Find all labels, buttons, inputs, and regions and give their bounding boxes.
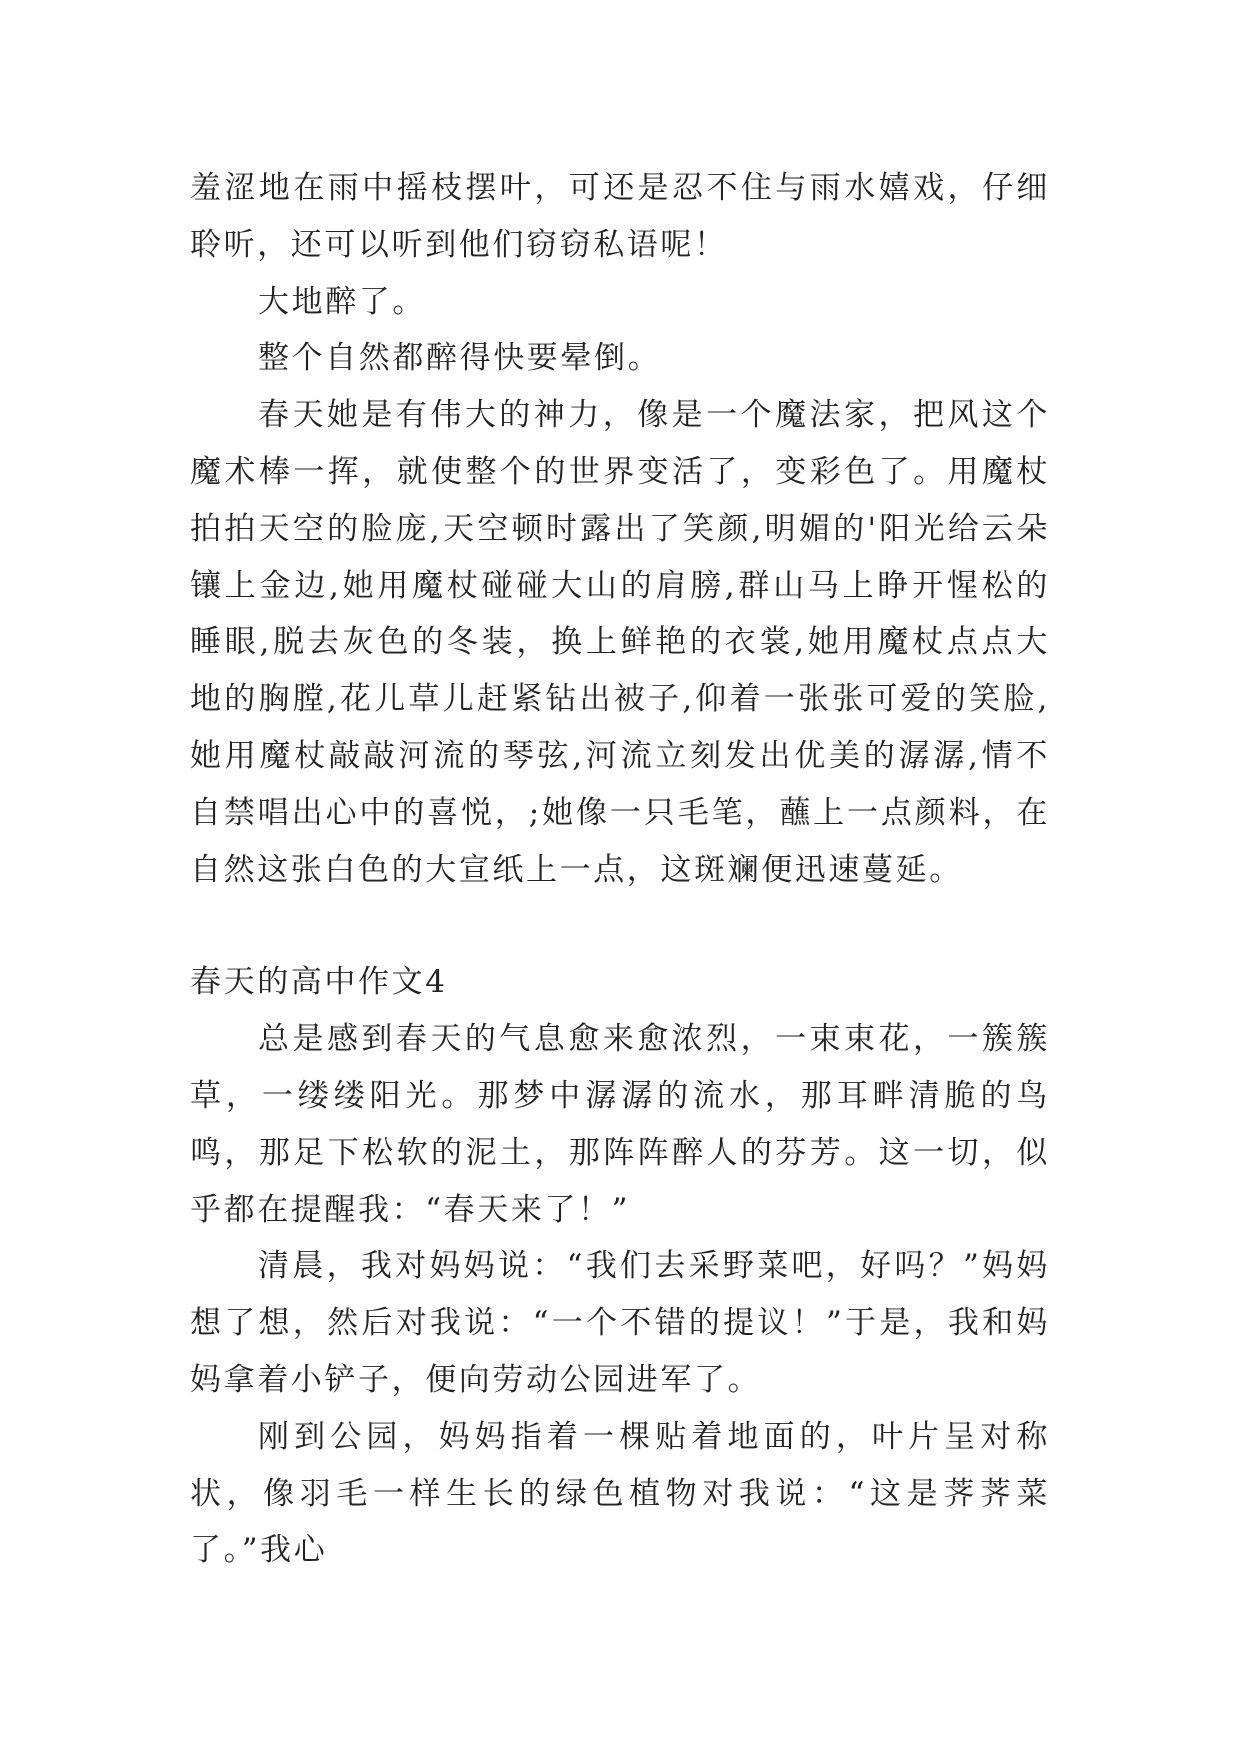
paragraph: 清晨，我对妈妈说：“我们去采野菜吧，好吗？”妈妈想了想，然后对我说：“一个不错的提议！”于是，我和妈妈拿着小铲子，便向劳动公园进军了。: [190, 1248, 1050, 1398]
section-title: 春天的高中作文4: [190, 964, 448, 1001]
paragraph: 刚到公园，妈妈指着一棵贴着地面的，叶片呈对称状，像羽毛一样生长的绿色植物对我说：“这是荠荠菜了。”我心: [190, 1418, 1050, 1569]
paragraph: 总是感到春天的气息愈来愈浓烈，一束束花，一簇簇草，一缕缕阳光。那梦中潺潺的流水，那耳畔清脆的鸟鸣，那足下松软的泥土，那阵阵醉人的芬芳。这一切，似乎都在提醒我：“春天来了！”: [190, 1021, 1050, 1228]
document-page: [190, 160, 1050, 1579]
paragraph: 春天她是有伟大的神力，像是一个魔法家，把风这个魔术棒一挥，就使整个的世界变活了，变彩色了。用魔杖拍拍天空的脸庞,天空顿时露出了笑颜,明媚的'阳光给云朵镶上金边,她用魔杖碰碰大山的肩膀,群山马上睁开惺松的睡眼,脱去灰色的冬装，换上鲜艳的衣裳,她用魔杖点点大地的胸膛,花儿草儿赶紧钻出被子,仰着一张张可爱的笑脸,她用魔杖敲敲河流的琴弦,河流立刻发出优美的潺潺,情不自禁唱出心中的喜悦，;她像一只毛笔，蘸上一点颜料，在自然这张白色的大宣纸上一点，这斑斓便迅速蔓延。: [190, 397, 1050, 888]
paragraph: 整个自然都醉得快要晕倒。: [258, 340, 662, 377]
paragraph-continued: 羞涩地在雨中摇枝摆叶，可还是忍不住与雨水嬉戏，仔细聆听，还可以听到他们窃窃私语呢！: [190, 170, 1050, 263]
paragraph: 大地醉了。: [258, 283, 426, 320]
